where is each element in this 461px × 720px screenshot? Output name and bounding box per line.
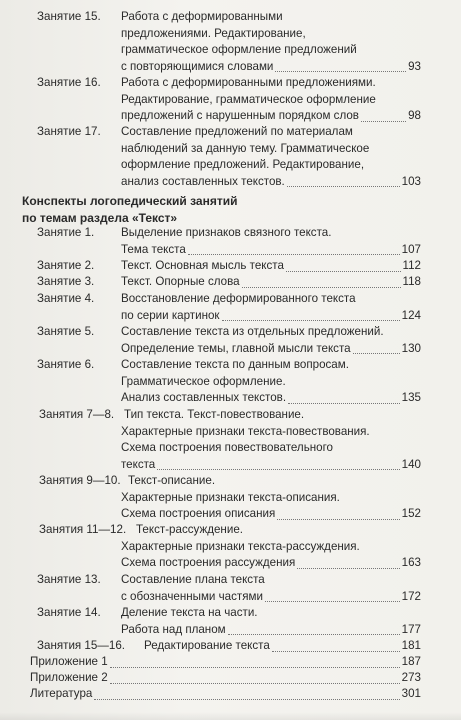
toc-entry-line-text: Текст. Опорные слова xyxy=(121,275,240,288)
section-heading-line: Конспекты логопедический занятий xyxy=(22,194,238,208)
toc-entry-label: Занятие 1. xyxy=(37,226,95,239)
toc-entry-label: Занятие 5. xyxy=(37,325,95,338)
toc-entry-last-line xyxy=(121,506,421,523)
dot-leader xyxy=(110,654,400,671)
dot-leader xyxy=(361,108,406,125)
toc-entry-last-line xyxy=(121,555,421,572)
toc-entry-text xyxy=(121,274,421,291)
dot-leader xyxy=(157,457,399,474)
toc-entry-line: Составление текста по данным вопросам. xyxy=(121,358,349,371)
toc-entry-line: оформление предложений. Редактирование, xyxy=(121,158,365,171)
toc-entry-line: Редактирование, грамматическое оформление xyxy=(121,92,376,106)
dot-leader xyxy=(228,622,400,639)
dot-leader xyxy=(188,242,400,259)
toc-entry-line-text: с обозначенными частями xyxy=(121,589,263,603)
toc-entry-last-line xyxy=(121,258,421,275)
toc-entry-line: Восстановление деформированного текста xyxy=(121,292,356,305)
toc-page-number: 107 xyxy=(401,242,421,256)
toc-page-number: 177 xyxy=(401,622,421,636)
section-heading xyxy=(22,193,237,226)
toc-page-number: 118 xyxy=(402,275,421,288)
toc-entry-line: Работа с деформированными предложениями. xyxy=(121,76,376,89)
toc-entry-last-line xyxy=(30,654,421,671)
toc-entry-line: Текст-рассуждение. xyxy=(136,523,243,536)
toc-entry-label: Занятие 13. xyxy=(37,573,101,586)
toc-entry-line: Характерные признаки текста-описания. xyxy=(121,490,340,504)
toc-page-number: 163 xyxy=(401,556,421,569)
toc-entry-last-line xyxy=(121,108,421,125)
toc-entry-line-text: Тема текста xyxy=(121,242,186,256)
toc-entry-line-text: анализ составленных текстов. xyxy=(121,174,285,188)
toc-entry-text xyxy=(121,9,421,75)
dot-leader xyxy=(353,341,400,358)
toc-entry-last-line xyxy=(121,341,421,358)
toc-page-number: 273 xyxy=(401,671,421,684)
toc-entry-label: Приложение 2 xyxy=(30,671,108,684)
toc-entry-label: Занятие 15. xyxy=(37,10,101,23)
toc-entry-label: Приложение 1 xyxy=(30,655,108,668)
toc-entry-line: Тип текста. Текст-повествование. xyxy=(124,408,305,421)
toc-entry-label: Занятие 16. xyxy=(37,76,101,89)
toc-entry-label: Литература xyxy=(30,687,93,700)
toc-entry-last-line xyxy=(121,174,421,191)
toc-entry-subtext xyxy=(121,539,421,572)
dot-leader xyxy=(272,638,400,655)
toc-entry-last-line xyxy=(30,670,421,687)
toc-entry-line-text: Текст. Основная мысль текста xyxy=(121,259,284,272)
toc-entry-line-text: Работа над планом xyxy=(121,622,226,636)
toc-page-number: 103 xyxy=(401,174,421,188)
toc-entry-text xyxy=(136,522,243,539)
toc-entry-line-text: Анализ составленных текстов. xyxy=(121,391,287,404)
toc-entry-label: Занятия 15—16. xyxy=(37,639,126,652)
toc-entry-line-text: предложений с нарушенным порядком слов xyxy=(121,109,359,122)
dot-leader xyxy=(288,390,400,407)
toc-entry-last-line xyxy=(121,457,421,474)
toc-entry-last-line xyxy=(121,308,421,325)
toc-entry-last-line xyxy=(121,274,421,291)
toc-entry-line-text: Схема построения описания xyxy=(121,507,276,520)
toc-entry-label: Занятия 7—8. xyxy=(39,408,115,421)
toc-page-number: 135 xyxy=(401,391,421,404)
toc-entry-last-line xyxy=(121,390,421,407)
toc-page-number: 93 xyxy=(408,59,421,73)
toc-entry-last-line xyxy=(121,589,421,606)
toc-entry-text xyxy=(121,225,421,258)
toc-entry-label: Занятие 14. xyxy=(37,606,101,619)
toc-page-number: 98 xyxy=(408,109,421,122)
toc-entry-line: Работа с деформированными xyxy=(121,10,283,23)
toc-entry-label: Занятия 11—12. xyxy=(39,523,127,536)
toc-entry-last-line xyxy=(121,59,421,76)
toc-entry-line: Составление предложений по материалам xyxy=(121,125,353,138)
toc-entry-label: Занятия 9—10. xyxy=(39,474,121,487)
toc-entry-text xyxy=(121,605,421,638)
toc-page-number: 140 xyxy=(401,457,421,471)
dot-leader xyxy=(94,686,399,703)
toc-page-number: 187 xyxy=(401,655,421,668)
dot-leader xyxy=(286,258,401,275)
toc-entry-last-line xyxy=(121,622,421,639)
toc-entry-text xyxy=(121,324,421,357)
toc-entry-label: Занятие 6. xyxy=(37,358,95,371)
toc-entry-text xyxy=(121,124,421,190)
toc-entry-text xyxy=(128,473,215,490)
toc-entry-text xyxy=(124,407,304,424)
toc-entry-line: Составление текста из отдельных предложений. xyxy=(121,325,384,338)
toc-entry-line: Схема построения повествовательного xyxy=(121,441,334,454)
toc-entry-text xyxy=(121,291,421,324)
toc-page-number: 301 xyxy=(401,687,421,700)
toc-entry-text xyxy=(121,258,421,275)
toc-entry-last-line xyxy=(30,686,421,703)
dot-leader xyxy=(265,589,400,606)
toc-entry-line-text: с повторяющимися словами xyxy=(121,59,274,73)
toc-entry-label: Занятие 4. xyxy=(37,292,95,305)
dot-leader xyxy=(277,506,399,523)
dot-leader xyxy=(287,174,400,191)
toc-entry-subtext xyxy=(121,424,421,474)
toc-entry-line: Характерные признаки текста-повествования. xyxy=(121,424,370,438)
toc-page-number: 152 xyxy=(401,507,421,520)
toc-page-number: 172 xyxy=(401,589,421,603)
toc-entry-line-text: Редактирование текста xyxy=(144,639,270,652)
toc-page-number: 124 xyxy=(401,308,421,322)
toc-entry-text xyxy=(121,75,421,125)
toc-entry-last-line xyxy=(121,242,421,259)
toc-entry-last-line xyxy=(144,638,421,655)
toc-entry-line: Составление плана текста xyxy=(121,573,265,586)
toc-page-number: 112 xyxy=(402,259,421,272)
toc-entry-line: Выделение признаков связного текста. xyxy=(121,226,332,239)
toc-entry-line: Характерные признаки текста-рассуждения. xyxy=(121,539,360,553)
dot-leader xyxy=(297,555,399,572)
page-edge-shadow xyxy=(0,712,461,720)
toc-entry-subtext xyxy=(121,490,421,523)
toc-entry-line-text: Определение темы, главной мысли текста xyxy=(121,341,351,355)
toc-entry-line-text: текста xyxy=(121,457,156,471)
dot-leader xyxy=(242,274,401,291)
toc-entry-line: наблюдений за данную тему. Грамматическое xyxy=(121,141,370,155)
toc-entry-line: Грамматическое оформление. xyxy=(121,374,286,388)
toc-entry-text xyxy=(121,357,421,407)
section-heading-line: по темам раздела «Текст» xyxy=(22,210,178,225)
toc-entry-line: Деление текста на части. xyxy=(121,606,258,619)
toc-entry-line-text: по серии картинок xyxy=(121,308,220,322)
toc-entry-line-text: Схема построения рассуждения xyxy=(121,556,296,569)
toc-page-number: 130 xyxy=(401,341,421,355)
toc-entry-text xyxy=(121,572,421,605)
toc-entry-line: предложениями. Редактирование, xyxy=(121,26,306,40)
dot-leader xyxy=(275,59,406,76)
toc-entry-label: Занятие 17. xyxy=(37,125,101,138)
dot-leader xyxy=(110,670,400,687)
toc-page-number: 181 xyxy=(401,639,421,652)
toc-entry-label: Занятие 3. xyxy=(37,275,95,288)
toc-entry-line: Текст-описание. xyxy=(128,474,216,487)
toc-entry-label: Занятие 2. xyxy=(37,259,95,272)
dot-leader xyxy=(222,308,400,325)
toc-entry-text xyxy=(144,638,421,655)
toc-entry-line: грамматическое оформление предложений xyxy=(121,43,357,56)
